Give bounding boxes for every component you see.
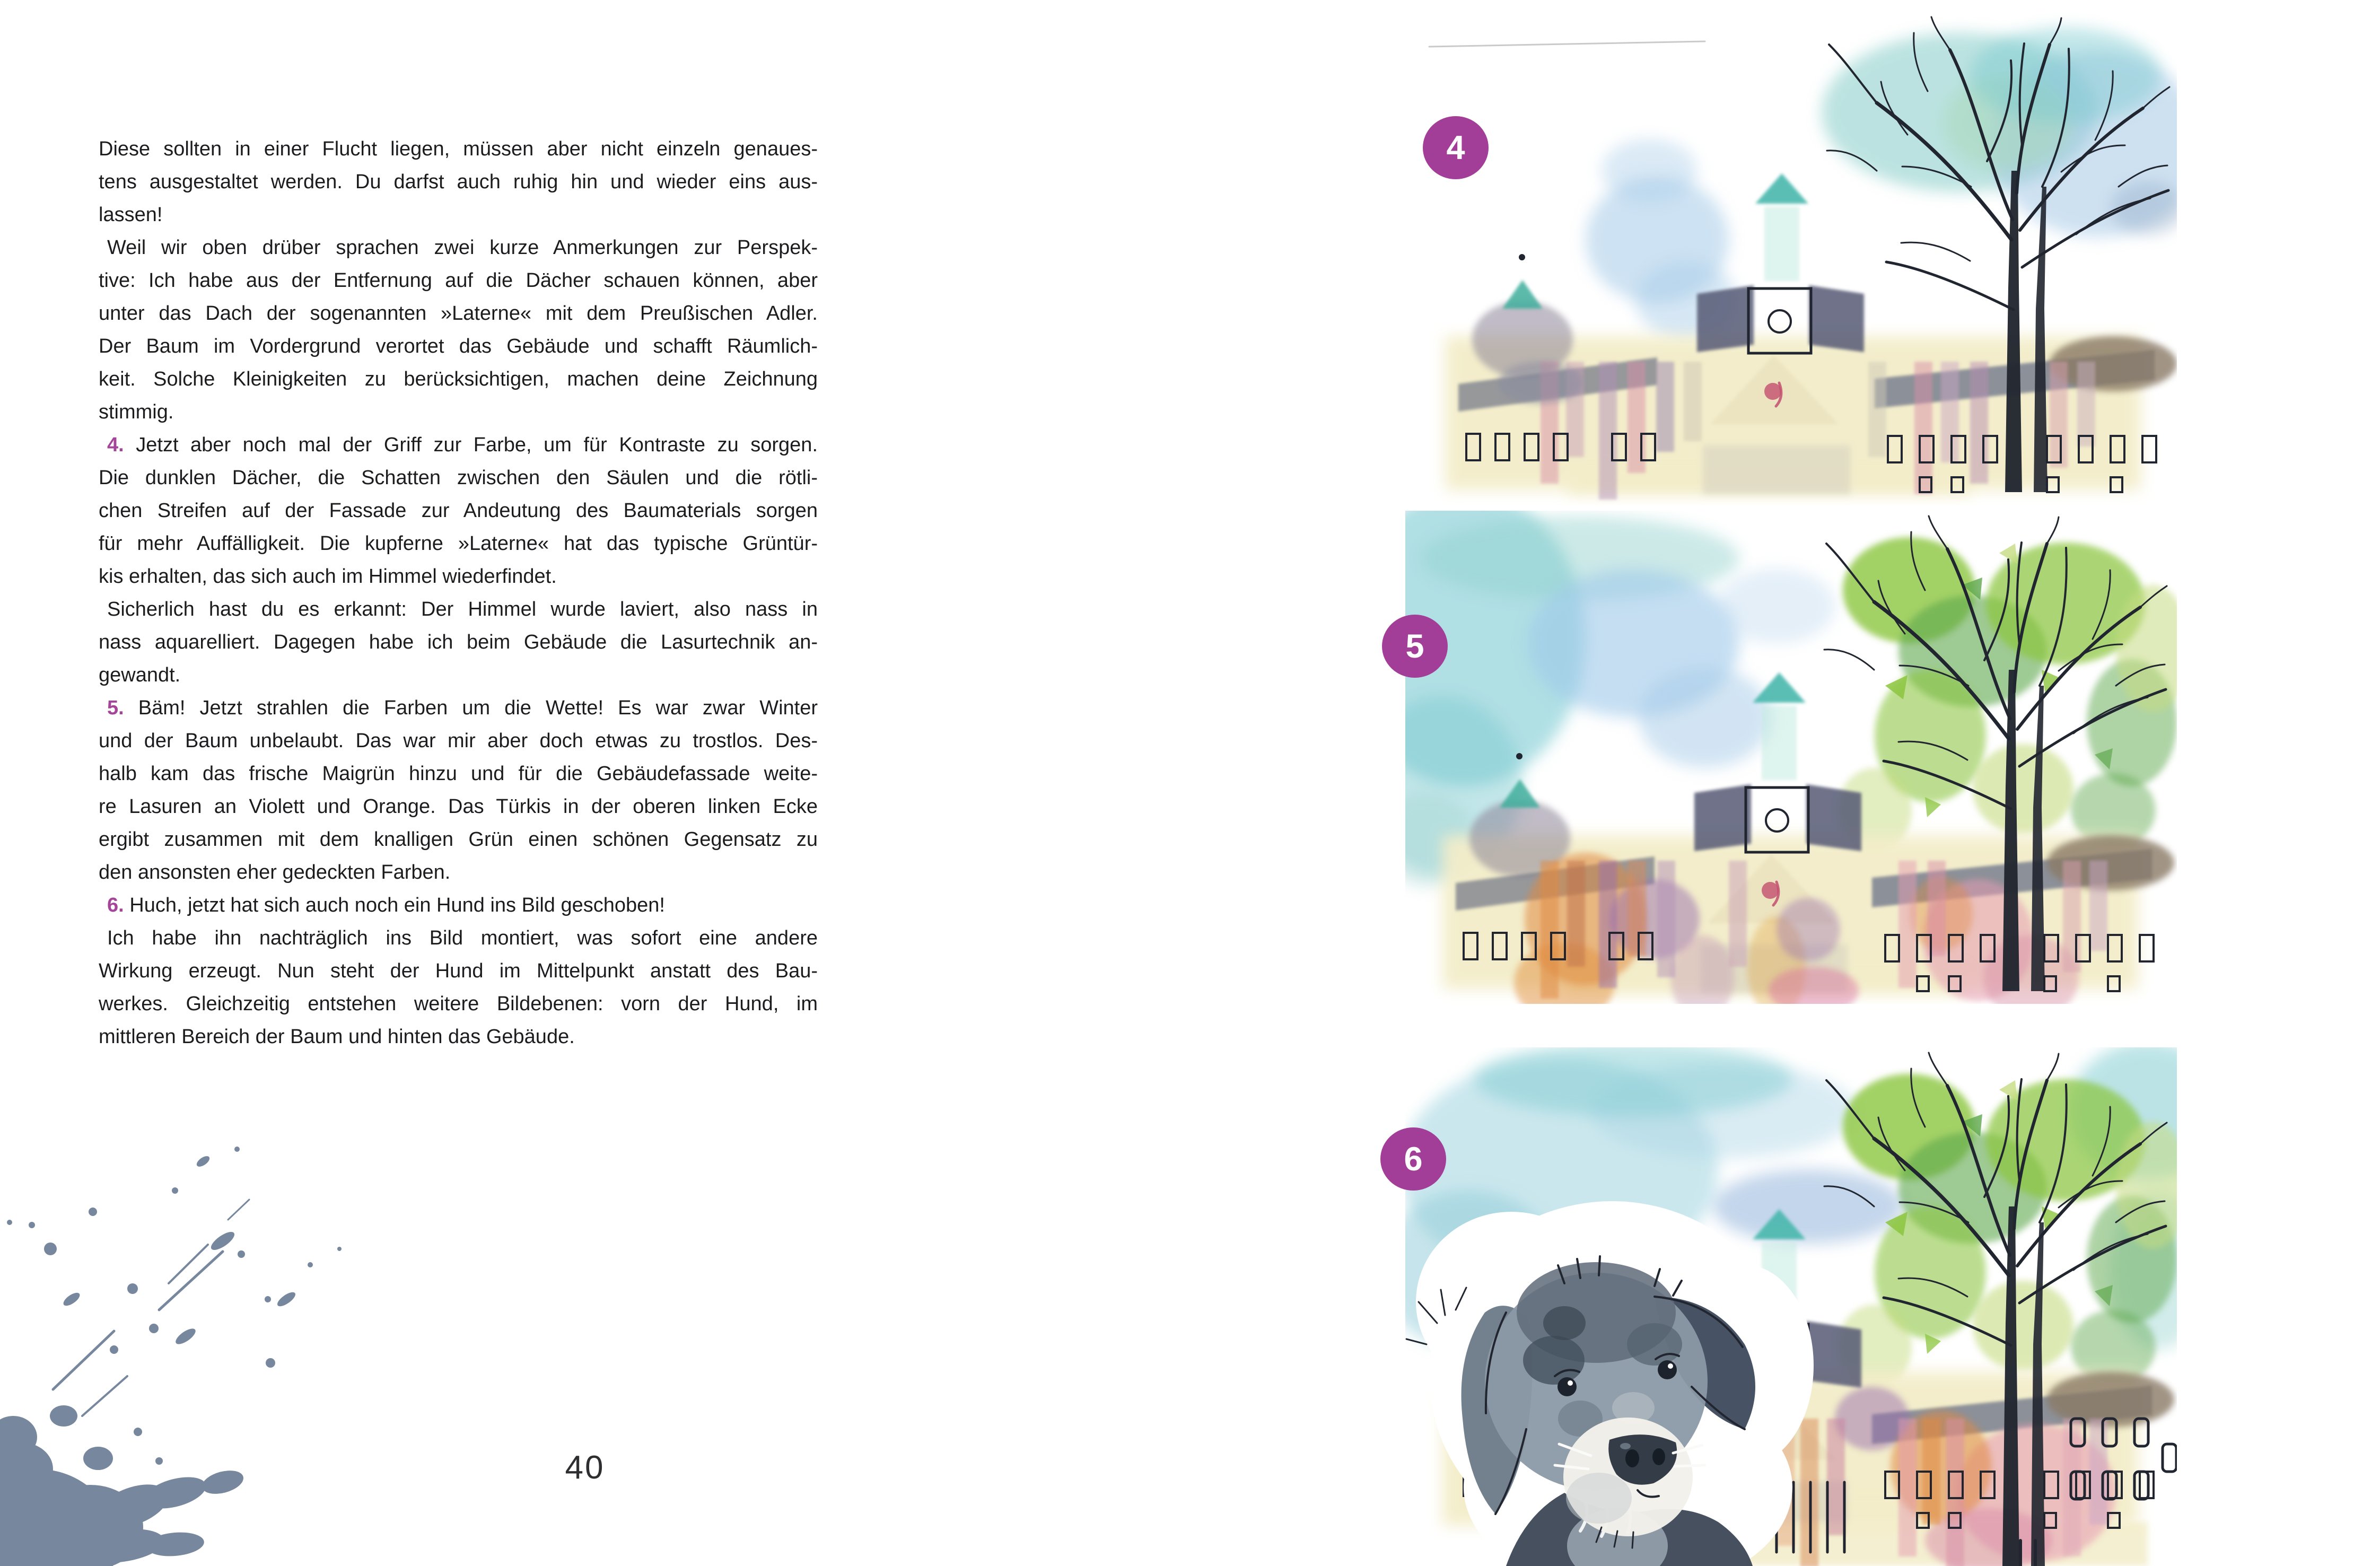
step-badge-4: 4 xyxy=(1423,116,1489,179)
text-line: den ansonsten eher gedeckten Farben. xyxy=(99,861,451,883)
text-line: 5. Bäm! Jetzt strahlen die Farben um die Wette! Es war zwar Winter xyxy=(107,697,818,719)
paragraph xyxy=(99,428,818,593)
illustration-step-4 xyxy=(1408,12,2177,505)
text-line: tive: Ich habe aus der Entfernung auf die Dächer schauen können, aber xyxy=(99,269,818,292)
text-line: halb kam das frische Maigrün hinzu und für die Gebäudefassade weite- xyxy=(99,763,818,785)
step-badge-5: 5 xyxy=(1382,615,1448,678)
dog-building-sketch xyxy=(1405,1047,2177,1566)
text-line: und der Baum unbelaubt. Das war mir aber doch etwas zu trostlos. Des- xyxy=(99,730,818,752)
text-line: für mehr Auffälligkeit. Die kupferne »Laterne« hat das typische Grüntür- xyxy=(99,532,818,555)
paragraph xyxy=(99,133,818,231)
text-line: keit. Solche Kleinigkeiten zu berücksichtigen, machen deine Zeichnung xyxy=(99,368,818,390)
text-line: Weil wir oben drüber sprachen zwei kurze Anmerkungen zur Perspek- xyxy=(107,237,818,259)
text-line: mittleren Bereich der Baum und hinten das Gebäude. xyxy=(99,1026,575,1048)
text-line: tens ausgestaltet werden. Du darfst auch ruhig hin und wieder eins aus- xyxy=(99,171,818,193)
paragraph xyxy=(99,231,818,428)
text-line: Die dunklen Dächer, die Schatten zwischen den Säulen und die rötli- xyxy=(99,467,818,489)
paragraph xyxy=(99,692,818,889)
text-line: chen Streifen auf der Fassade zur Andeutung des Baumaterials sorgen xyxy=(99,500,818,522)
text-line: Ich habe ihn nachträglich ins Bild montiert, was sofort eine andere xyxy=(107,927,818,949)
text-line: unter das Dach der sogenannten »Laterne« mit dem Preußischen Adler. xyxy=(99,302,818,325)
page-number: 40 xyxy=(565,1449,605,1486)
text-line: lassen! xyxy=(99,204,163,226)
text-line: stimmig. xyxy=(99,401,174,423)
text-line: werkes. Gleichzeitig entstehen weitere Bildebenen: vorn der Hund, im xyxy=(99,993,818,1015)
text-line: 6. Huch, jetzt hat sich auch noch ein Hund ins Bild geschoben! xyxy=(107,894,665,916)
text-line: Sicherlich hast du es erkannt: Der Himmel wurde laviert, also nass in xyxy=(107,598,818,620)
text-line: nass aquarelliert. Dagegen habe ich beim Gebäude die Lasurtechnik an- xyxy=(99,631,818,653)
spring-building-sketch xyxy=(1405,511,2177,1004)
paragraph xyxy=(99,889,818,922)
paragraph xyxy=(99,922,818,1053)
step-number-inline: 5. xyxy=(107,697,124,719)
illustration-step-5 xyxy=(1405,511,2177,1004)
paragraph xyxy=(99,593,818,692)
text-line: gewandt. xyxy=(99,664,181,686)
paint-splatter-decoration xyxy=(0,1140,403,1566)
winter-building-sketch xyxy=(1408,12,2177,505)
body-text-column xyxy=(99,133,818,1053)
step-number-inline: 4. xyxy=(107,434,124,456)
text-line: Wirkung erzeugt. Nun steht der Hund im Mittelpunkt anstatt des Bau- xyxy=(99,960,818,982)
text-line: 4. Jetzt aber noch mal der Griff zur Farbe, um für Kontraste zu sorgen. xyxy=(107,434,818,456)
step-number-inline: 6. xyxy=(107,894,124,916)
text-line: re Lasuren an Violett und Orange. Das Türkis in der oberen linken Ecke xyxy=(99,795,818,818)
text-line: Der Baum im Vordergrund verortet das Gebäude und schafft Räumlich- xyxy=(99,335,818,357)
illustration-step-6 xyxy=(1405,1047,2177,1566)
text-line: kis erhalten, das sich auch im Himmel wiederfindet. xyxy=(99,565,557,588)
text-line: ergibt zusammen mit dem knalligen Grün einen schönen Gegensatz zu xyxy=(99,828,818,851)
text-line: Diese sollten in einer Flucht liegen, müssen aber nicht einzeln genaues- xyxy=(99,138,818,160)
step-badge-6: 6 xyxy=(1380,1127,1446,1191)
